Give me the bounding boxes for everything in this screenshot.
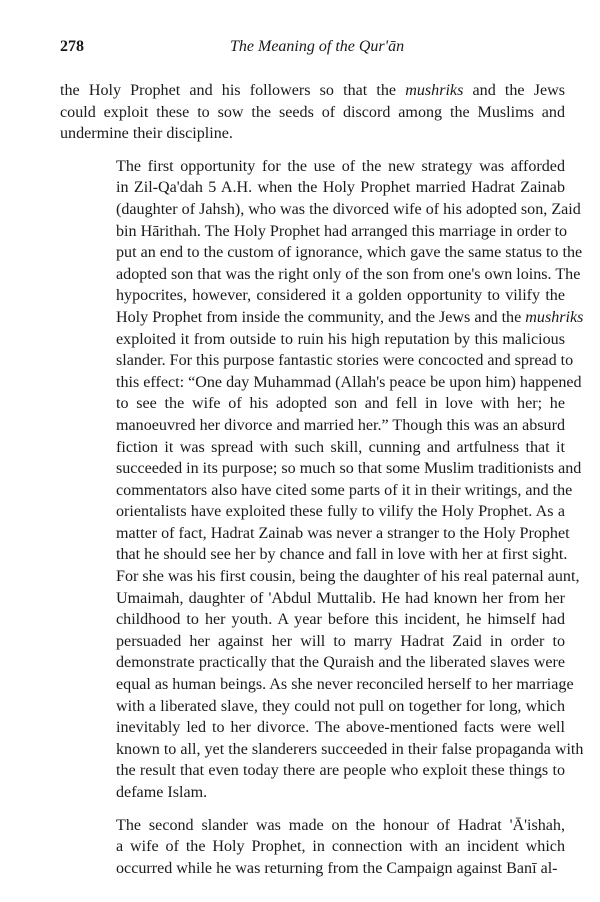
text-line xyxy=(60,566,580,588)
text-segment: that he should see her by chance and fall in love with her at first sight. xyxy=(116,546,568,564)
text-segment: commentators also have cited some parts of it in their writings, and the xyxy=(116,481,573,499)
body-text xyxy=(60,80,584,879)
running-title: The Meaning of the Qur'ān xyxy=(230,38,405,55)
text-line xyxy=(60,242,583,264)
text-segment: manoeuvred her divorce and married her.” Though this was an absurd xyxy=(116,416,565,434)
text-line xyxy=(60,588,565,610)
paragraph-p1 xyxy=(60,80,565,145)
text-segment: The first opportunity for the use of the new strategy was afforded xyxy=(116,157,565,175)
text-line xyxy=(60,329,565,351)
text-line xyxy=(60,458,582,480)
text-line xyxy=(60,307,584,329)
text-segment: exploited it from outside to ruin his high reputation by this malicious xyxy=(116,330,565,348)
text-line xyxy=(60,285,565,307)
text-line xyxy=(60,415,565,437)
italic-term: mushriks xyxy=(525,308,584,326)
text-line xyxy=(60,739,584,761)
text-segment: undermine their discipline. xyxy=(60,125,233,143)
text-segment: in Zil-Qa'dah 5 A.H. when the Holy Prophet married Hadrat Zainab xyxy=(116,179,565,197)
text-segment: inevitably led to her divorce. The above-mentioned facts were well xyxy=(116,719,565,737)
text-segment: matter of fact, Hadrat Zainab was never a stranger to the Holy Prophet xyxy=(116,524,570,542)
text-line xyxy=(60,501,565,523)
text-line xyxy=(60,652,565,674)
text-segment: orientalists have exploited these fully to vilify the Holy Prophet. As a xyxy=(116,503,565,521)
text-segment: the Holy Prophet and his followers so that the xyxy=(60,82,406,99)
text-line xyxy=(60,760,565,782)
text-line xyxy=(60,480,573,502)
text-segment: to see the wife of his adopted son and fell in love with her; he xyxy=(116,395,565,413)
paragraph-p3 xyxy=(60,815,565,880)
text-segment: this effect: “One day Muhammad (Allah's peace be upon him) happened xyxy=(116,373,582,391)
text-segment: defame Islam. xyxy=(116,784,208,801)
text-segment: (daughter of Jahsh), who was the divorced wife of his adopted son, Zaid xyxy=(116,200,581,218)
text-segment: bin Hārithah. The Holy Prophet had arranged this marriage in order to xyxy=(116,222,568,240)
text-segment: slander. For this purpose fantastic stories were concocted and spread to xyxy=(116,352,574,370)
text-line xyxy=(60,815,565,837)
text-line xyxy=(60,836,565,858)
text-line xyxy=(60,631,565,653)
text-segment: a wife of the Holy Prophet, in connection with an incident which xyxy=(116,838,565,856)
text-segment: with a liberated slave, they could not pull on together for long, which xyxy=(116,697,565,715)
text-line xyxy=(60,523,570,545)
text-line xyxy=(60,782,565,804)
text-segment: and the Jews xyxy=(463,82,565,99)
text-segment: Holy Prophet from inside the community, and the Jews and the xyxy=(116,308,526,326)
text-segment: could exploit these to sow the seeds of discord among the Muslims and xyxy=(60,103,565,121)
text-segment: demonstrate practically that the Quraish and the liberated slaves were xyxy=(116,654,565,672)
text-segment: known to all, yet the slanderers succeeded in their false propaganda with xyxy=(116,740,584,758)
text-segment: childhood to her youth. A year before this incident, he himself had xyxy=(116,611,565,629)
text-line xyxy=(60,717,565,739)
page-header xyxy=(60,38,580,62)
text-segment: succeeded in its purpose; so much so that some Muslim traditionists and xyxy=(116,460,582,478)
text-line xyxy=(60,221,568,243)
text-line xyxy=(60,350,574,372)
text-segment: equal as human beings. As she never reconciled herself to her marriage xyxy=(116,676,574,694)
text-segment: occurred while he was returning from the Campaign against Banī al- xyxy=(116,859,558,877)
text-line xyxy=(60,80,565,102)
text-line xyxy=(60,177,565,199)
italic-term: mushriks xyxy=(405,82,464,99)
text-segment: the result that even today there are people who exploit these things to xyxy=(116,762,565,780)
text-line xyxy=(60,696,565,718)
text-line xyxy=(60,264,581,286)
text-line xyxy=(60,544,568,566)
text-segment: adopted son that was the right only of the son from one's own loins. The xyxy=(116,265,581,283)
text-segment: persuaded her against her will to marry Hadrat Zaid in order to xyxy=(116,632,565,650)
text-segment: For she was his first cousin, being the daughter of his real paternal aunt, xyxy=(116,568,580,586)
text-line xyxy=(60,674,574,696)
text-line xyxy=(60,437,565,459)
text-line xyxy=(60,102,565,124)
text-line xyxy=(60,609,565,631)
page-number: 278 xyxy=(60,38,84,55)
text-segment: The second slander was made on the honour of Hadrat 'Ā'ishah, xyxy=(116,816,565,834)
text-line xyxy=(60,199,581,221)
text-segment: Umaimah, daughter of 'Abdul Muttalib. He had known her from her xyxy=(116,589,565,607)
text-line xyxy=(60,372,582,394)
text-line xyxy=(60,156,565,178)
paragraph-p2 xyxy=(60,156,584,804)
text-segment: put an end to the custom of ignorance, which gave the same status to the xyxy=(116,244,583,262)
text-line xyxy=(60,393,565,415)
text-segment: hypocrites, however, considered it a golden opportunity to vilify the xyxy=(116,287,565,305)
text-line xyxy=(60,123,565,145)
text-segment: fiction it was spread with such skill, cunning and artfulness that it xyxy=(116,438,565,456)
text-line xyxy=(60,858,565,880)
